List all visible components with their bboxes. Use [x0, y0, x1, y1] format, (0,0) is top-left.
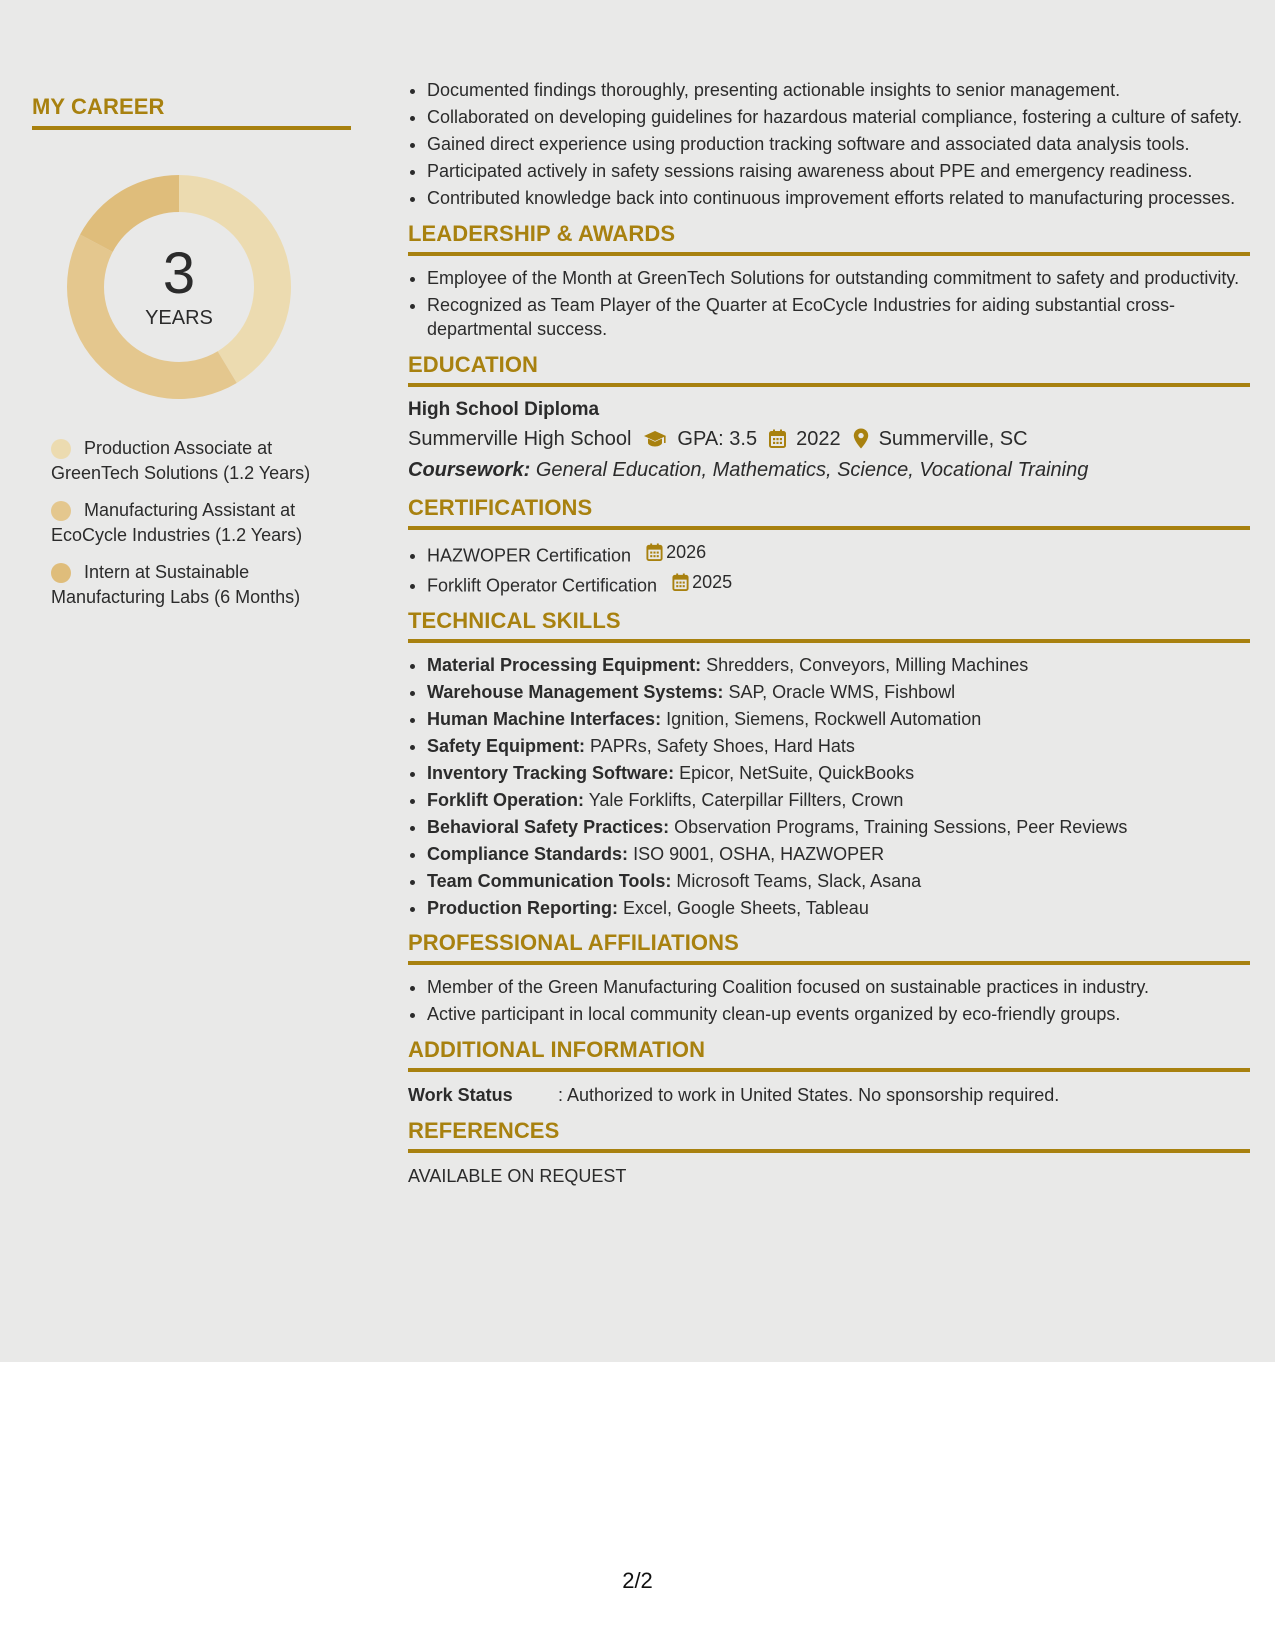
legend-item — [51, 498, 351, 548]
work-status-label: Work Status — [408, 1084, 513, 1105]
skills-section — [408, 607, 1250, 921]
skill-value: Shredders, Conveyors, Milling Machines — [706, 654, 1029, 675]
skill-value: Epicor, NetSuite, QuickBooks — [679, 762, 915, 783]
affiliation-item: • Active participant in local community clean-up events organized by eco-friendly groups. — [427, 1002, 1250, 1027]
gpa: GPA: 3.5 — [677, 427, 758, 450]
experience-bullet: • Documented findings thoroughly, presenting actionable insights to senior management. — [427, 78, 1250, 103]
certification-item — [427, 540, 1250, 568]
graduation-cap-icon — [643, 430, 667, 448]
legend-item — [51, 560, 351, 610]
skill-item — [427, 680, 1250, 705]
skill-name: Safety Equipment: — [427, 735, 586, 756]
references-title: REFERENCES — [408, 1120, 1250, 1153]
skill-value: Observation Programs, Training Sessions, Peer Reviews — [674, 816, 1128, 837]
skill-name: Inventory Tracking Software: — [427, 762, 675, 783]
leadership-section — [408, 220, 1250, 342]
legend-dot — [51, 439, 71, 459]
coursework-label: Coursework: — [408, 458, 531, 481]
skill-name: Team Communication Tools: — [427, 870, 672, 891]
affiliations-title: PROFESSIONAL AFFILIATIONS — [408, 932, 1250, 965]
skill-item — [427, 707, 1250, 732]
experience-bullet: • Contributed knowledge back into continuous improvement efforts related to manufacturing processes. — [427, 186, 1250, 211]
legend-label: Manufacturing Assistant at EcoCycle Industries (1.2 Years) — [51, 500, 303, 545]
additional-title: ADDITIONAL INFORMATION — [408, 1039, 1250, 1072]
skill-value: Ignition, Siemens, Rockwell Automation — [666, 708, 982, 729]
skill-item — [427, 815, 1250, 840]
main-content — [408, 78, 1250, 1201]
skill-name: Behavioral Safety Practices: — [427, 816, 670, 837]
skill-item — [427, 761, 1250, 786]
certifications-section — [408, 494, 1250, 598]
sidebar — [32, 96, 351, 622]
affiliations-list — [408, 975, 1250, 1027]
coursework-list: General Education, Mathematics, Science, Vocational Training — [535, 458, 1089, 481]
skill-value: PAPRs, Safety Shoes, Hard Hats — [590, 735, 855, 756]
skill-item — [427, 896, 1250, 921]
certification-item — [427, 570, 1250, 598]
school-name: Summerville High School — [408, 427, 632, 450]
experience-bullet: • Participated actively in safety sessions raising awareness about PPE and emergency readiness. — [427, 159, 1250, 184]
education-title: EDUCATION — [408, 354, 1250, 387]
legend-label: Production Associate at GreenTech Solutions (1.2 Years) — [51, 438, 311, 483]
skill-item — [427, 842, 1250, 867]
certification-name: Forklift Operator Certification — [427, 575, 658, 595]
calendar-icon — [646, 543, 663, 561]
award-item: • Employee of the Month at GreenTech Solutions for outstanding commitment to safety and productivity. — [427, 266, 1250, 291]
experience-bullets — [408, 78, 1250, 211]
references-section — [408, 1117, 1250, 1189]
education-details — [408, 423, 1250, 455]
additional-section — [408, 1036, 1250, 1108]
work-status-value: : Authorized to work in United States. No sponsorship required. — [558, 1084, 1060, 1105]
calendar-icon — [672, 573, 689, 591]
certification-year: 2026 — [666, 541, 707, 562]
skill-value: Excel, Google Sheets, Tableau — [623, 897, 869, 918]
leadership-list — [408, 266, 1250, 342]
work-status-row — [408, 1082, 1250, 1108]
skill-value: SAP, Oracle WMS, Fishbowl — [728, 681, 956, 702]
calendar-icon — [769, 429, 786, 448]
map-pin-icon — [853, 428, 869, 449]
skill-value: Microsoft Teams, Slack, Asana — [676, 870, 922, 891]
leadership-title: LEADERSHIP & AWARDS — [408, 223, 1250, 256]
skill-name: Compliance Standards: — [427, 843, 629, 864]
certifications-list — [408, 540, 1250, 598]
affiliation-item: • Member of the Green Manufacturing Coalition focused on sustainable practices in industry. — [427, 975, 1250, 1000]
legend-item — [51, 436, 351, 486]
experience-bullet: • Gained direct experience using production tracking software and associated data analysis tools. — [427, 132, 1250, 157]
skills-list — [408, 653, 1250, 921]
skill-name: Forklift Operation: — [427, 789, 584, 810]
skill-item — [427, 734, 1250, 759]
coursework — [408, 455, 1250, 485]
certification-name: HAZWOPER Certification — [427, 544, 632, 565]
affiliations-section — [408, 932, 1250, 1027]
skill-value: ISO 9001, OSHA, HAZWOPER — [633, 843, 885, 864]
career-title: MY CAREER — [32, 96, 351, 130]
legend-dot — [51, 501, 71, 521]
school-location: Summerville, SC — [878, 427, 1028, 450]
skill-item — [427, 653, 1250, 678]
skills-title: TECHNICAL SKILLS — [408, 610, 1250, 643]
skill-item — [427, 788, 1250, 813]
skill-name: Production Reporting: — [427, 897, 618, 918]
education-section — [408, 351, 1250, 485]
skill-value: Yale Forklifts, Caterpillar Fillters, Crown — [588, 789, 904, 810]
experience-bullet: • Collaborated on developing guidelines for hazardous material compliance, fostering a culture of safety. — [427, 105, 1250, 130]
total-years-unit: YEARS — [145, 306, 213, 329]
skill-name: Material Processing Equipment: — [427, 654, 702, 675]
experience-continued — [408, 78, 1250, 211]
career-donut-chart — [66, 174, 292, 400]
skill-name: Human Machine Interfaces: — [427, 708, 662, 729]
certifications-title: CERTIFICATIONS — [408, 497, 1250, 530]
skill-item — [427, 869, 1250, 894]
skill-name: Warehouse Management Systems: — [427, 681, 724, 702]
award-item: • Recognized as Team Player of the Quarter at EcoCycle Industries for aiding substantial cross-departmental success. — [427, 293, 1250, 342]
total-years-number: 3 — [162, 240, 196, 306]
career-legend — [32, 436, 351, 610]
legend-label: Intern at Sustainable Manufacturing Labs (6 Months) — [51, 562, 301, 607]
page-number: 2/2 — [622, 1568, 653, 1593]
graduation-year: 2022 — [796, 427, 841, 450]
legend-dot — [51, 563, 71, 583]
certification-year: 2025 — [692, 571, 733, 592]
degree: High School Diploma — [408, 398, 600, 420]
references-text: AVAILABLE ON REQUEST — [408, 1165, 627, 1186]
